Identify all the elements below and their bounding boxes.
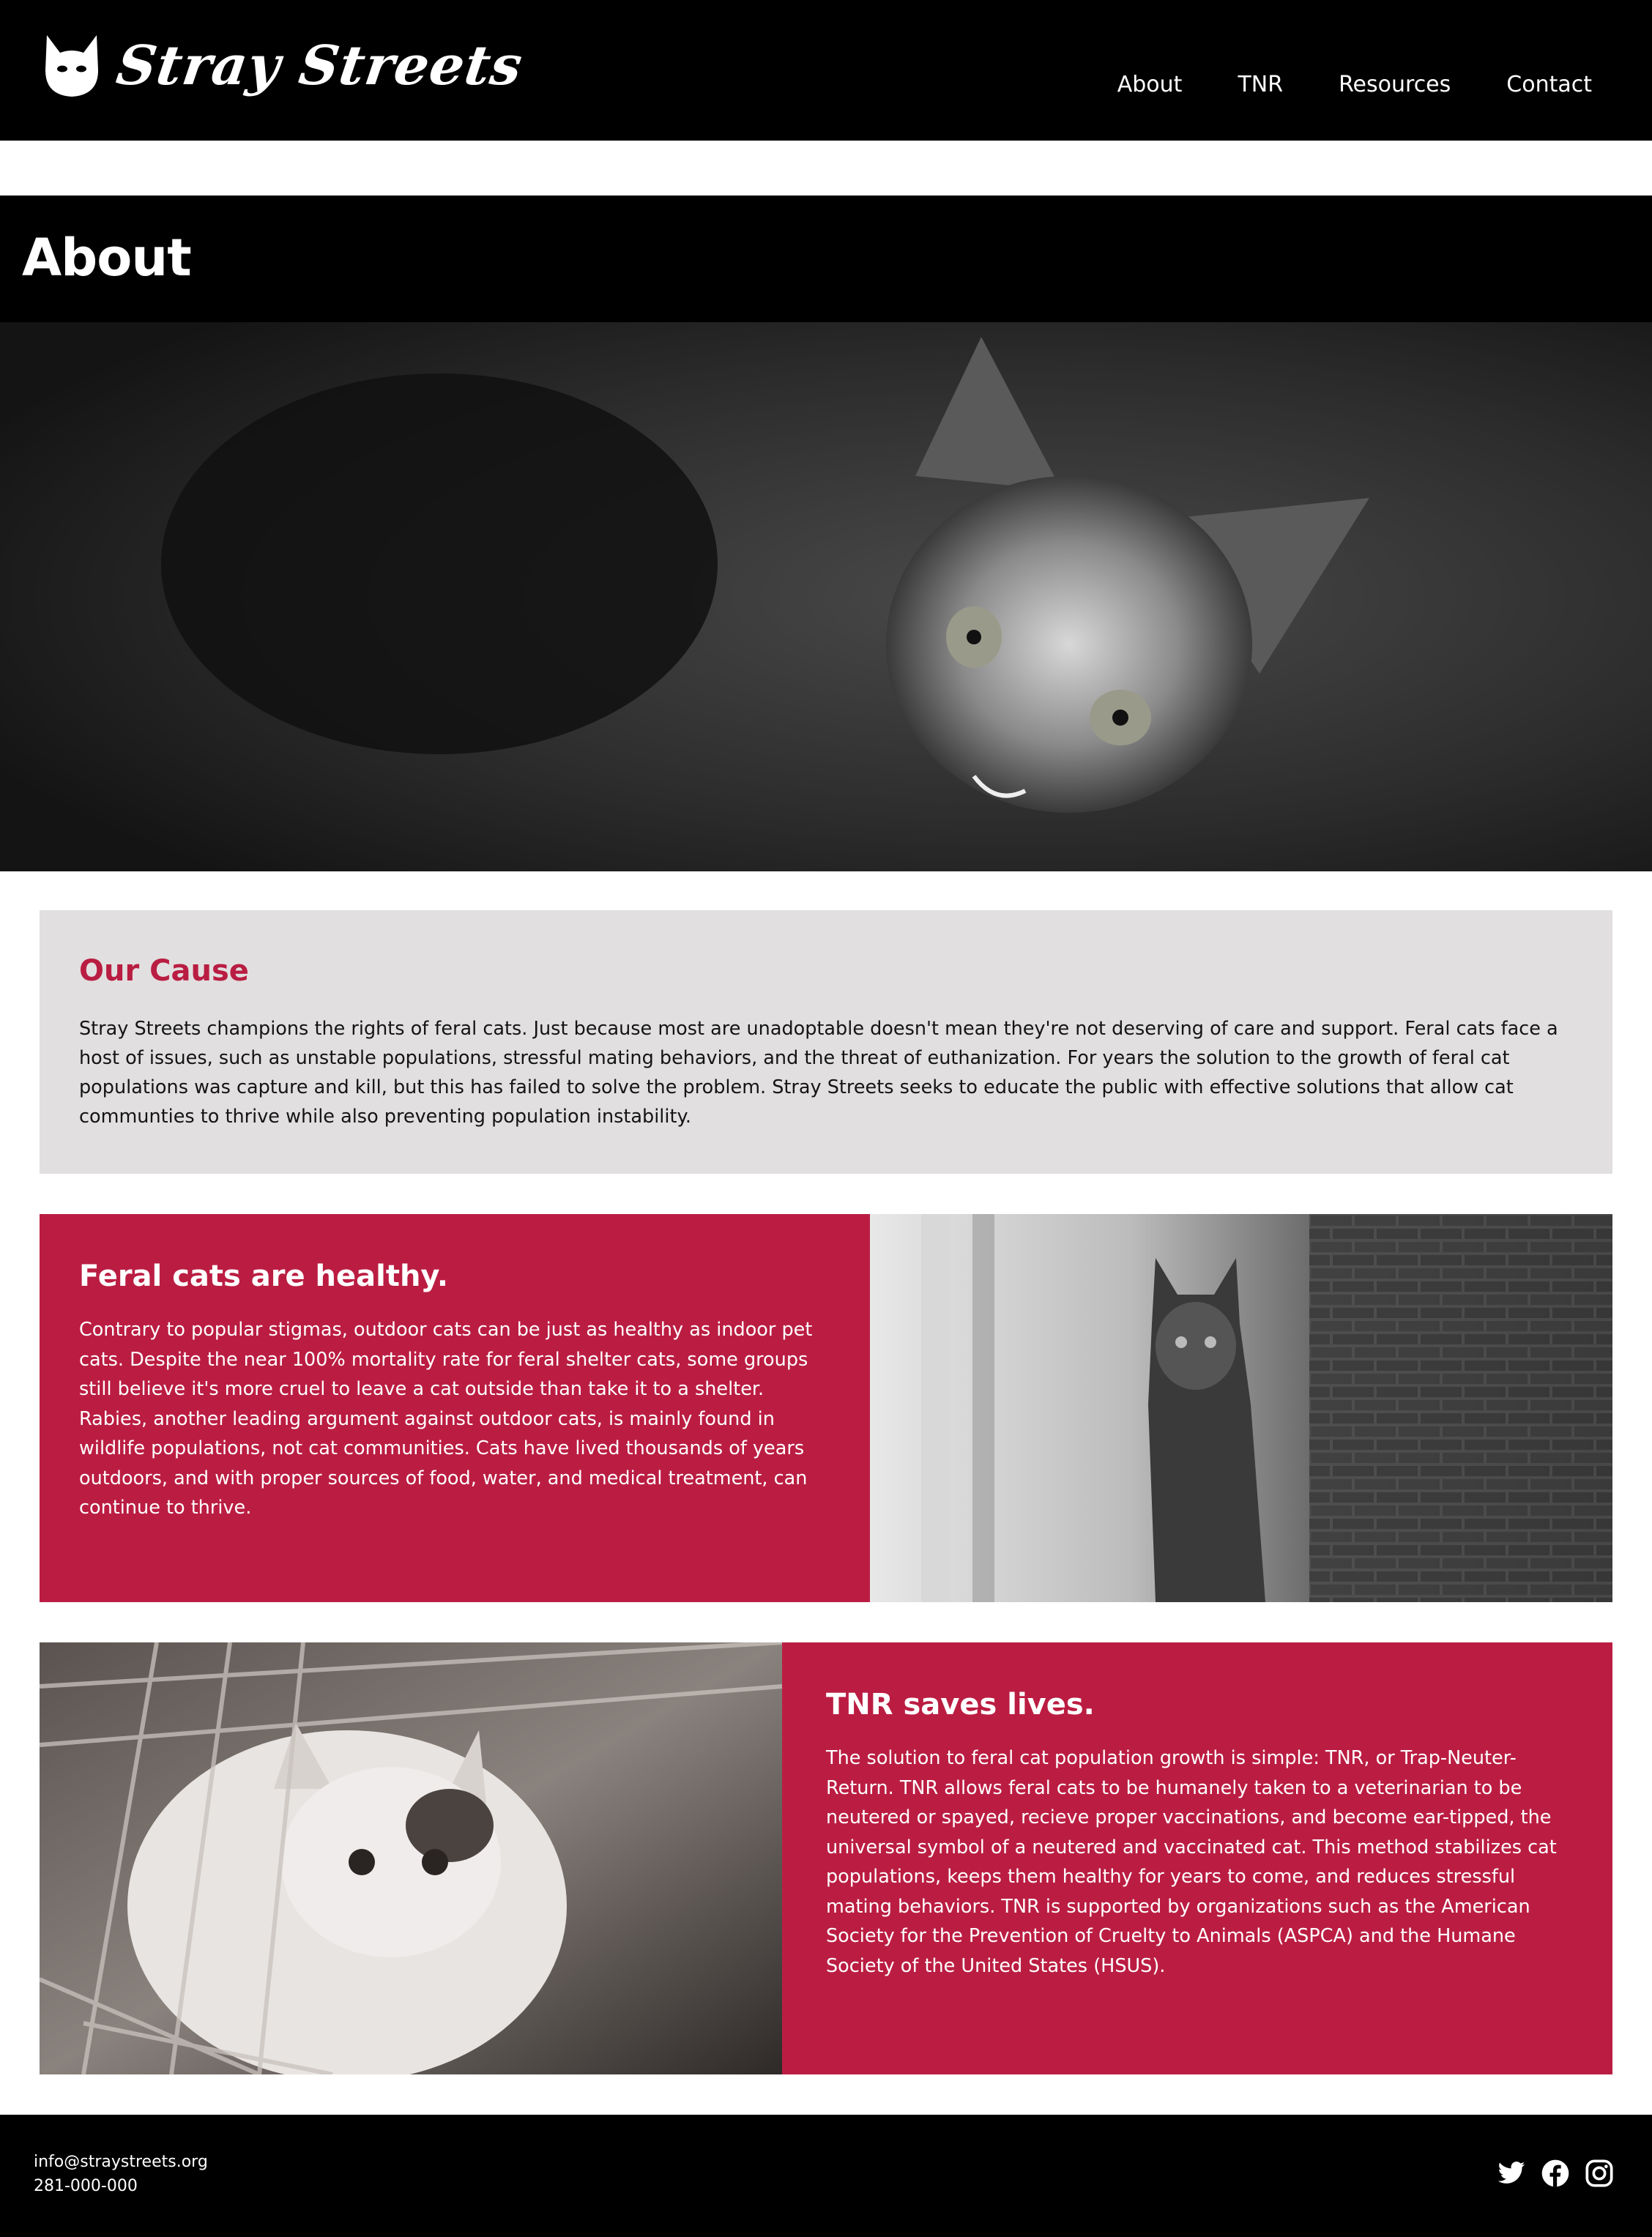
footer-phone[interactable]: 281-000-000 [34, 2177, 138, 2195]
footer-contact [34, 2150, 208, 2198]
cat-head-icon [42, 31, 101, 101]
hero-image [0, 322, 1652, 871]
social-links [1497, 2159, 1614, 2188]
brand-name: Stray Streets [112, 34, 527, 97]
tnr-heading: TNR saves lives. [826, 1688, 1095, 1722]
page-title: About [22, 228, 191, 288]
tnr-saves-lives-section [782, 1642, 1612, 2074]
tnr-body: The solution to feral cat population growth is simple: TNR, or Trap-Neuter-Return. TNR allows feral cats to be humanely taken to a veterinarian to be neutered or spayed, recieve proper vaccinations, and become ear-tipped, the universal symbol of a neutered and vaccinated cat. This method stabilizes cat populations, keeps them healthy for years to come, and reduces stressful mating behaviors. TNR is supported by organizations such as the American Society for the Prevention of Cruelty to Animals (ASPCA) and the Humane Society of the United States (HSUS). [826, 1747, 1557, 1977]
nav-contact[interactable]: Contact [1506, 72, 1592, 97]
site-footer [0, 2115, 1652, 2237]
caged-cat-photo [40, 1642, 782, 2074]
nav-about[interactable]: About [1117, 72, 1183, 97]
alley-cat-photo [870, 1214, 1612, 1602]
facebook-icon[interactable] [1541, 2159, 1570, 2188]
page-title-band [0, 196, 1652, 322]
main-nav [1117, 70, 1592, 100]
our-cause-section [40, 910, 1612, 1174]
feral-healthy-body: Contrary to popular stigmas, outdoor cats can be just as healthy as indoor pet cats. Despite the near 100% mortality rate for feral shelter cats, some groups still believe it's more cruel to leave a cat outside than take it to a shelter. Rabies, another leading argument against outdoor cats, is mainly found in wildlife populations, not cat communities. Cats have lived thousands of years outdoors, and with proper sources of food, water, and medical treatment, can continue to thrive. [79, 1319, 813, 1519]
site-header [0, 0, 1652, 141]
twitter-icon[interactable] [1497, 2159, 1526, 2188]
cause-heading: Our Cause [79, 954, 249, 988]
nav-resources[interactable]: Resources [1339, 72, 1451, 97]
nav-tnr[interactable]: TNR [1238, 72, 1284, 97]
cause-body: Stray Streets champions the rights of feral cats. Just because most are unadoptable doesn't mean they're not deserving of care and support. Feral cats face a host of issues, such as unstable populations, stressful mating behaviors, and the threat of euthanization. For years the solution to the growth of feral cat populations was capture and kill, but this has failed to solve the problem. Stray Streets seeks to educate the public with effective solutions that allow cat communties to thrive while also preventing population instability. [79, 1018, 1558, 1128]
instagram-icon[interactable] [1585, 2159, 1614, 2188]
feral-healthy-section [40, 1214, 870, 1602]
site-logo[interactable] [42, 31, 527, 101]
footer-email[interactable]: info@straystreets.org [34, 2153, 208, 2171]
feral-healthy-heading: Feral cats are healthy. [79, 1259, 449, 1293]
